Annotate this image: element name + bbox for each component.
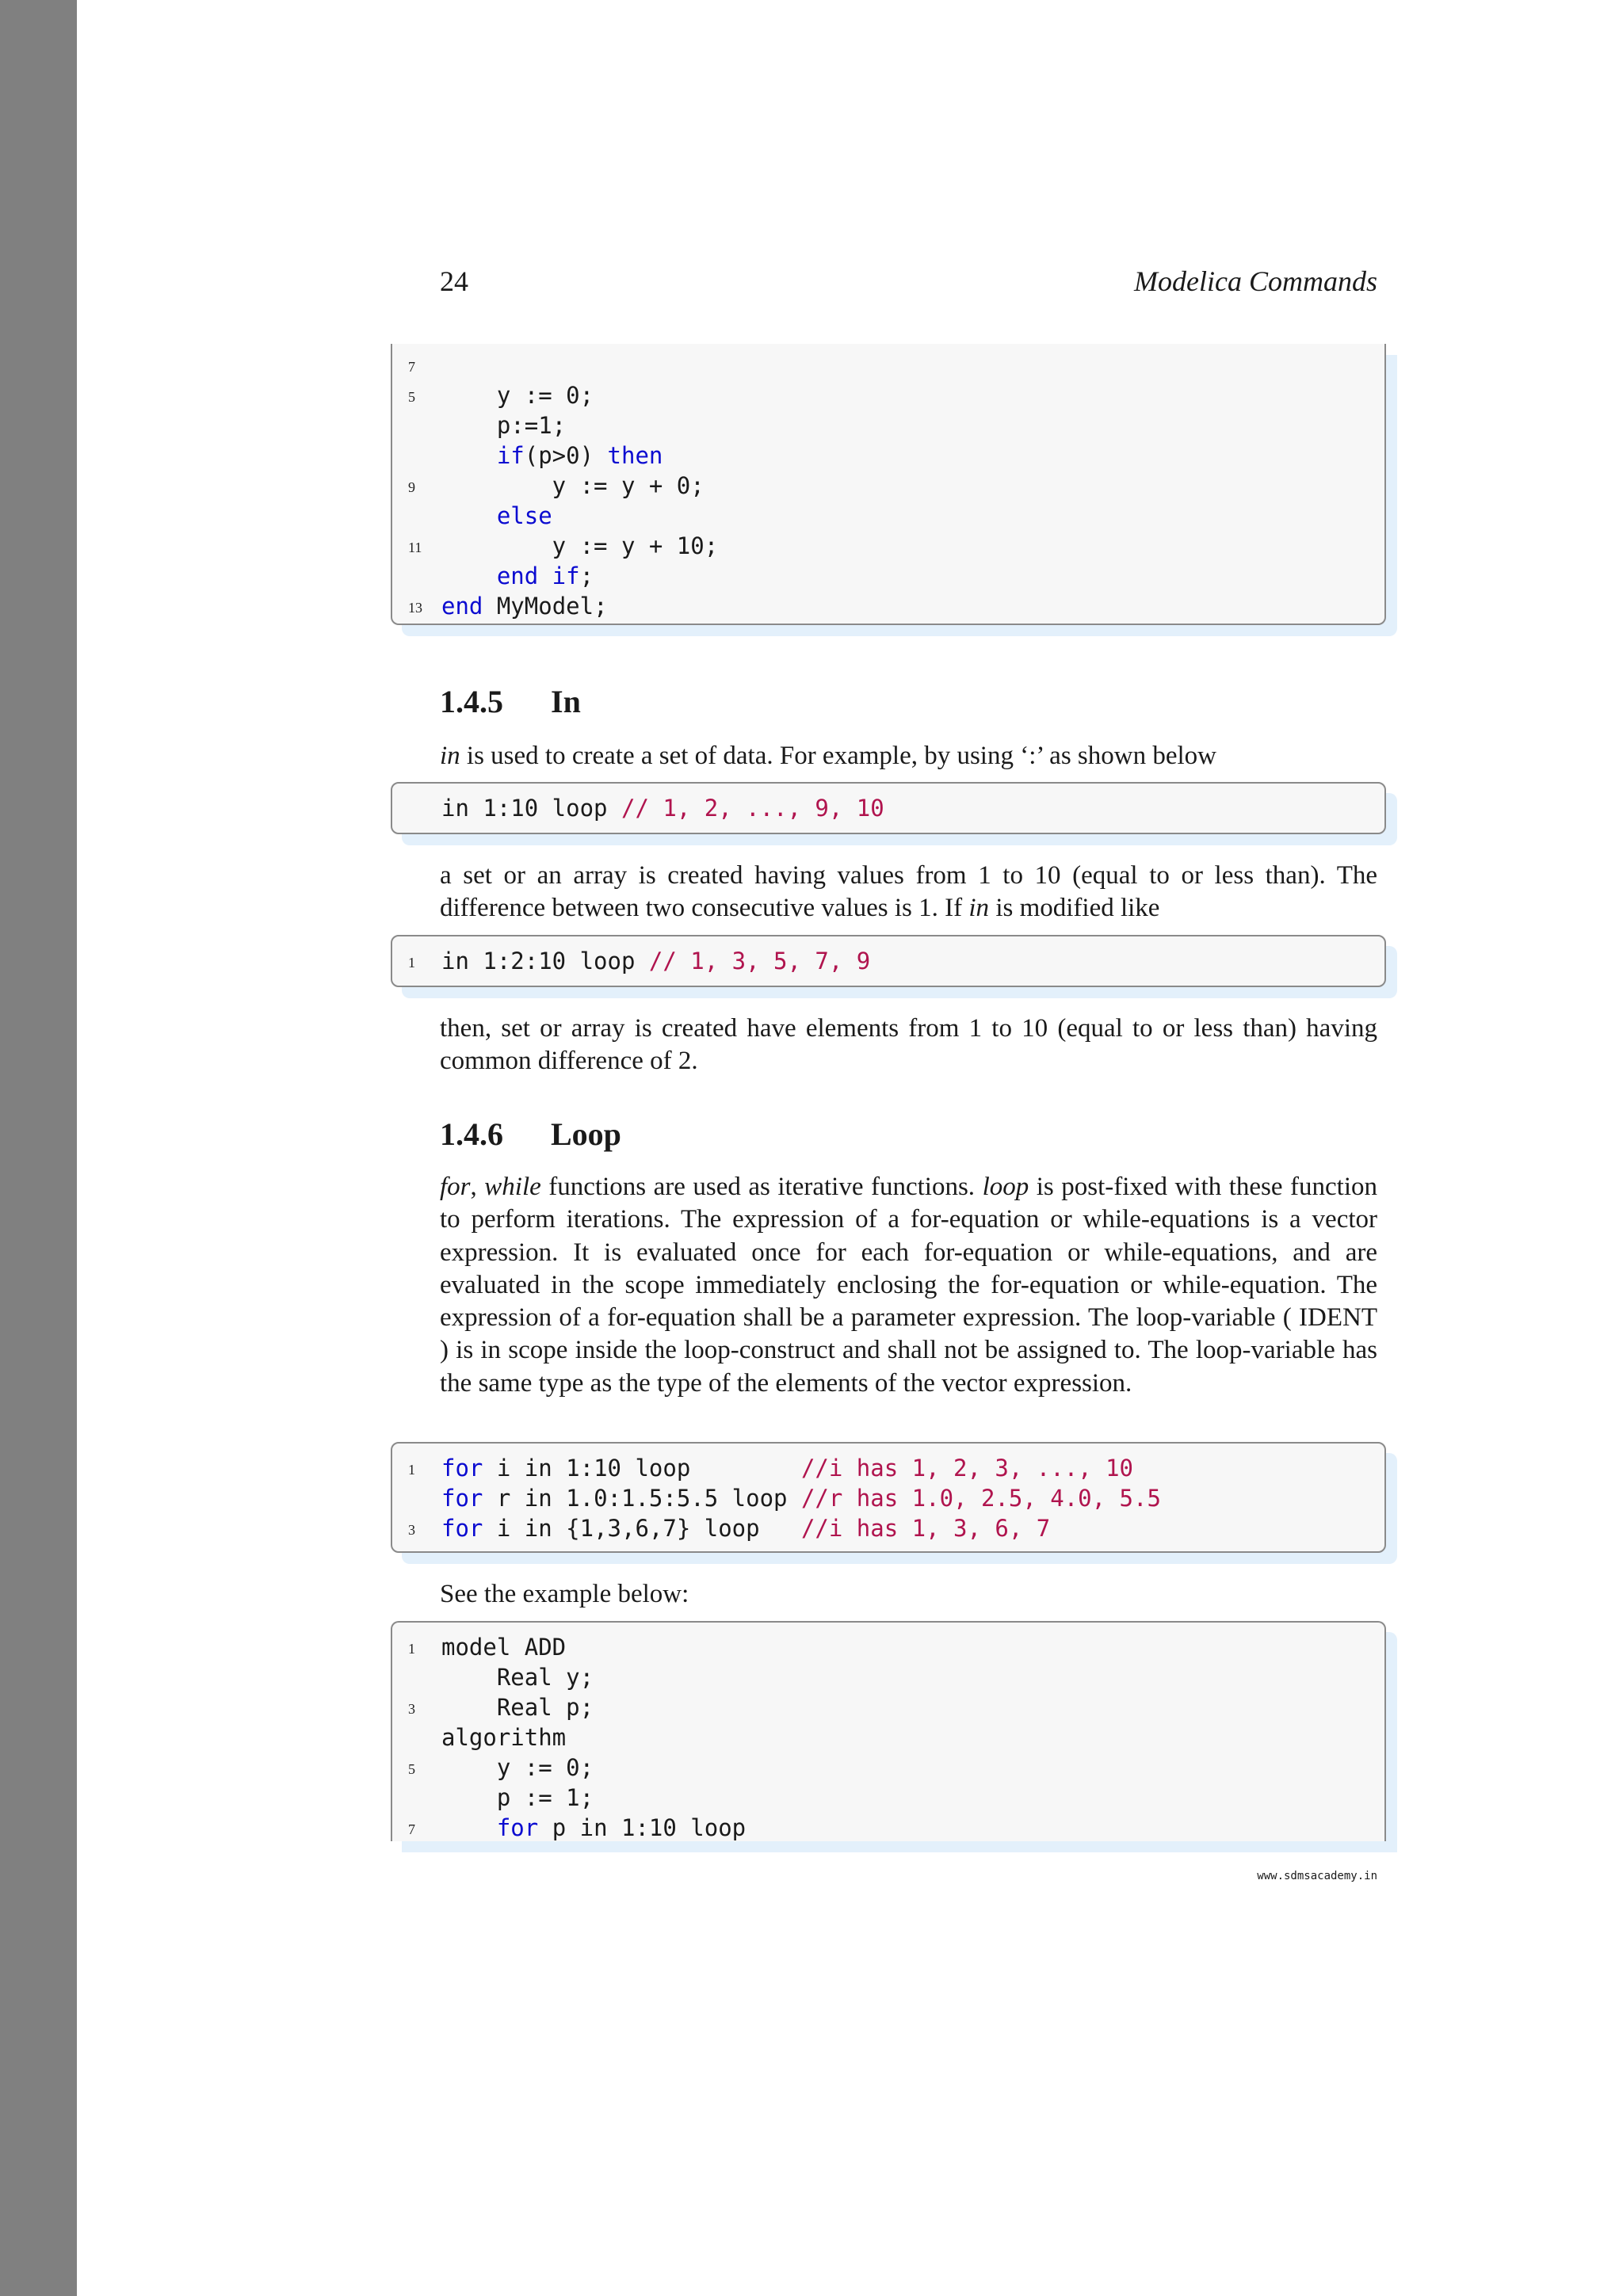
code-text	[441, 410, 566, 441]
line-number: 7	[408, 359, 415, 375]
line-number: 3	[408, 1701, 415, 1717]
line-number: 7	[408, 1821, 415, 1837]
code-line	[392, 1722, 1384, 1753]
code-keyword: end	[441, 593, 483, 620]
code-text	[441, 561, 594, 591]
line-number: 5	[408, 389, 415, 405]
code-line	[392, 410, 1384, 441]
code-text	[441, 1753, 594, 1783]
code-line	[392, 946, 1384, 976]
code-token	[441, 442, 497, 469]
code-line	[392, 561, 1384, 591]
code-text	[441, 1783, 594, 1813]
paragraph-in-description: a set or an array is created having values from 1 to 10 (equal to or less than). The difference between two consecutive values is 1. If in is modified like	[440, 861, 1377, 923]
code-text	[441, 471, 705, 501]
code-text	[441, 441, 663, 471]
line-number: 5	[408, 1761, 415, 1777]
page-number: 24	[440, 265, 468, 297]
code-line	[392, 1753, 1384, 1783]
running-title: Modelica Commands	[1134, 265, 1377, 297]
code-line	[392, 501, 1384, 531]
code-keyword: for	[496, 1814, 539, 1841]
code-token: Real p;	[441, 1694, 594, 1721]
code-listing-in-step	[391, 935, 1386, 987]
code-line	[392, 1692, 1384, 1722]
code-listing-model-add	[391, 1621, 1386, 1841]
section-number: 1.4.5	[440, 684, 503, 719]
code-text	[441, 1692, 594, 1722]
code-token	[441, 1814, 497, 1841]
code-comment: //i has 1, 3, 6, 7	[800, 1515, 1051, 1542]
code-text	[441, 946, 870, 976]
code-text	[441, 1453, 1133, 1483]
code-token: y := 0;	[441, 1754, 594, 1781]
code-text	[441, 1513, 1050, 1543]
code-comment: // 1, 3, 5, 7, 9	[648, 948, 871, 974]
code-token: in 1:2:10 loop	[441, 948, 649, 974]
code-keyword: else	[496, 502, 552, 529]
code-token: p := 1;	[441, 1784, 594, 1811]
code-listing-in-range	[391, 782, 1386, 834]
code-keyword: then	[607, 442, 663, 469]
code-line	[392, 1513, 1384, 1543]
code-keyword: for	[441, 1515, 483, 1542]
code-token: MyModel;	[483, 593, 608, 620]
code-token	[441, 502, 497, 529]
code-token: ;	[579, 563, 594, 589]
code-comment: //i has 1, 2, 3, ..., 10	[800, 1455, 1133, 1482]
line-number: 3	[408, 1522, 415, 1538]
code-text	[441, 531, 718, 561]
code-line	[392, 441, 1384, 471]
code-line	[392, 1662, 1384, 1692]
code-keyword: if	[496, 442, 525, 469]
section-title: Loop	[551, 1116, 621, 1152]
code-text	[441, 793, 884, 823]
code-token: in 1:10 loop	[441, 795, 621, 822]
code-token: i in 1:10 loop	[483, 1455, 801, 1482]
code-line	[392, 380, 1384, 410]
line-number: 1	[408, 955, 415, 971]
code-token: (p>0)	[524, 442, 608, 469]
code-token: algorithm	[441, 1724, 567, 1751]
paragraph-in-intro: in is used to create a set of data. For example, by using ‘:’ as shown below	[440, 742, 1216, 770]
code-line	[392, 1483, 1384, 1513]
footer-url: www.sdmsacademy.in	[1257, 1870, 1377, 1882]
section-number: 1.4.6	[440, 1116, 503, 1152]
code-token	[441, 563, 497, 589]
code-token: model ADD	[441, 1634, 567, 1661]
code-line	[392, 793, 1384, 823]
code-line	[392, 1813, 1384, 1843]
code-text	[441, 591, 608, 621]
code-text	[441, 1632, 566, 1662]
code-text	[441, 1722, 566, 1753]
code-token: p:=1;	[441, 412, 567, 439]
code-keyword: for	[441, 1485, 483, 1512]
code-token: y := y + 0;	[441, 472, 705, 499]
code-line	[392, 471, 1384, 501]
code-text	[441, 501, 552, 531]
code-text	[441, 1813, 746, 1843]
code-listing-for-loops	[391, 1442, 1386, 1553]
line-number: 1	[408, 1462, 415, 1478]
line-number: 9	[408, 479, 415, 495]
code-keyword: for	[441, 1455, 483, 1482]
section-heading-loop	[440, 1116, 621, 1153]
code-token: r in 1.0:1.5:5.5 loop	[483, 1485, 801, 1512]
code-line	[392, 1632, 1384, 1662]
code-listing-mymodel	[391, 344, 1386, 625]
code-comment: // 1, 2, ..., 9, 10	[621, 795, 884, 822]
code-line	[392, 1783, 1384, 1813]
code-keyword: end if	[496, 563, 580, 589]
code-text	[441, 1483, 1161, 1513]
code-line	[392, 591, 1384, 621]
line-number: 13	[408, 600, 422, 616]
code-token: y := 0;	[441, 382, 594, 409]
code-line	[392, 350, 1384, 380]
paragraph-in-step-description: then, set or array is created have elements from 1 to 10 (equal to or less than) having common difference of 2.	[440, 1014, 1377, 1076]
code-token: p in 1:10 loop	[538, 1814, 747, 1841]
code-text	[441, 1662, 594, 1692]
code-line	[392, 531, 1384, 561]
code-line	[392, 1453, 1384, 1483]
line-number: 11	[408, 540, 422, 555]
line-number: 1	[408, 1641, 415, 1657]
code-token: i in {1,3,6,7} loop	[483, 1515, 801, 1542]
section-title: In	[551, 684, 581, 719]
code-token: y := y + 10;	[441, 532, 719, 559]
code-token: Real y;	[441, 1664, 594, 1691]
page-margin-bar	[0, 0, 77, 2296]
paragraph-loop-description: for, while functions are used as iterative functions. loop is post-fixed with these function to perform iterations. The expression of a for-equation or while-equations is a vector expression. It is evaluated once for each for-equation or while-equations, and are evaluated in the scope immediately enclosing the for-equation or while-equation. The expression of a for-equation shall be a parameter expression. The loop-variable ( IDENT ) is in scope inside the loop-construct and shall not be assigned to. The loop-variable has the same type as the type of the elements of the vector expression.	[440, 1173, 1378, 1398]
paragraph-see-example: See the example below:	[440, 1580, 689, 1608]
code-comment: //r has 1.0, 2.5, 4.0, 5.5	[800, 1485, 1161, 1512]
code-text	[441, 380, 594, 410]
section-heading-in	[440, 683, 581, 720]
